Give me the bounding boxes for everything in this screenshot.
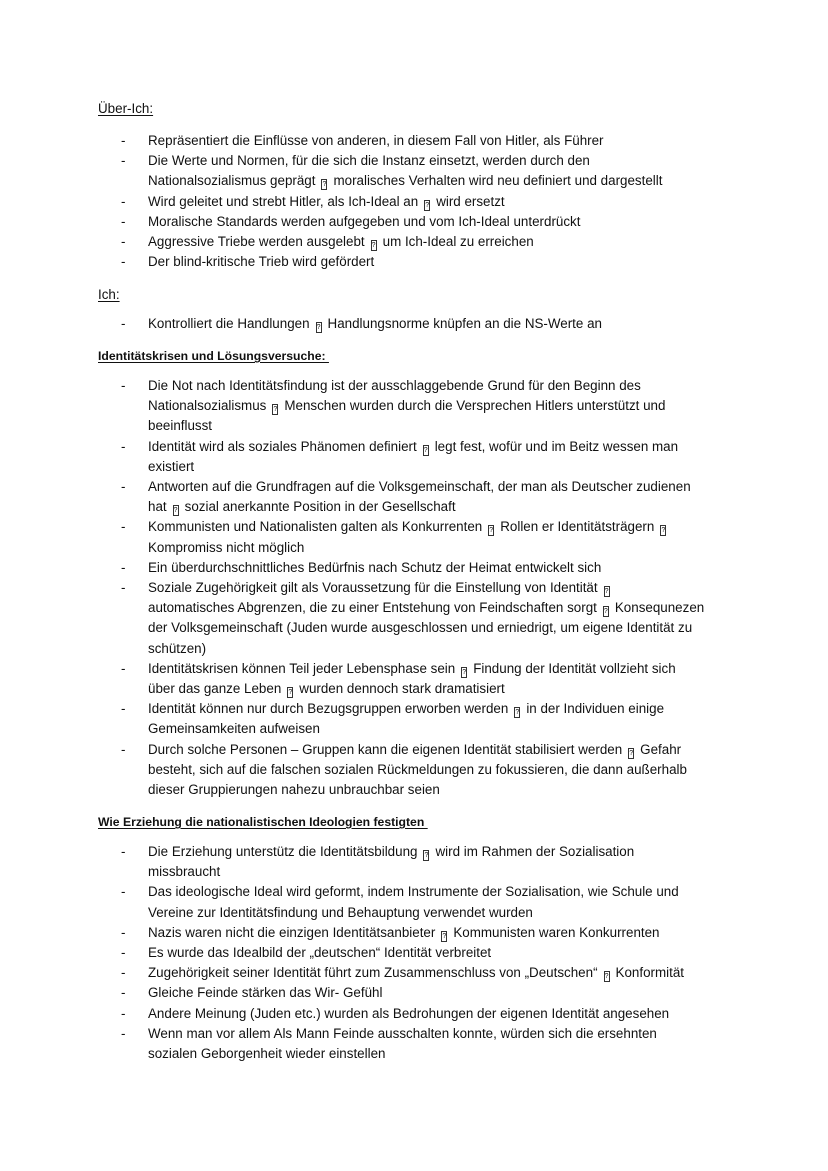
missing-glyph-icon: ? [173, 507, 178, 515]
list-ueber-ich [0, 131, 828, 272]
list-ich [0, 314, 828, 334]
list-item: - Die Werte und Normen, für die sich die Instanz einsetzt, werden durch den Nationalsozialismus geprägt ? moralisches Verhalten wird neu definiert und dargestellt [121, 153, 663, 189]
list-item: - Repräsentiert die Einflüsse von anderen, in diesem Fall von Hitler, als Führer [121, 133, 604, 148]
missing-glyph-icon: ? [316, 324, 321, 331]
list-item: - Andere Meinung (Juden etc.) wurden als Bedrohungen der eigenen Identität angesehen [121, 1005, 670, 1021]
list-item: - Es wurde das Idealbild der „deutschen“ Identität verbreitet [121, 945, 492, 961]
list-item: - Moralische Standards werden aufgegeben und vom Ich-Ideal unterdrückt [121, 213, 581, 229]
list-item: - Ein überdurchschnittliches Bedürfnis nach Schutz der Heimat entwickelt sich [121, 559, 602, 575]
list-item: - Wird geleitet und strebt Hitler, als Ich-Ideal an ? wird ersetzt [121, 193, 505, 209]
list-erziehung [0, 842, 828, 1064]
list-identitaetskrisen [0, 376, 828, 800]
list-item: - Identität können nur durch Bezugsgruppen erworben werden ? in der Individuen einige Gemeinsamkeiten aufweisen [121, 701, 665, 737]
missing-glyph-icon: ? [604, 588, 609, 596]
list-item: - Antworten auf die Grundfragen auf die Volksgemeinschaft, der man als Deutscher zudienen hat ? sozial anerkannte Position in der Gesellschaft [121, 479, 691, 515]
list-item: - Identitätskrisen können Teil jeder Lebensphase sein ? Findung der Identität vollzieht sich über das ganze Leben ? wurden dennoch stark dramatisiert [121, 660, 676, 697]
list-item: - Das ideologische Ideal wird geformt, indem Instrumente der Sozialisation, wie Schule und Vereine zur Identitätsfindung und Behauptung verwendet wurden [121, 884, 679, 920]
list-item: - Zugehörigkeit seiner Identität führt zum Zusammenschluss von „Deutschen“ ? Konformität [121, 965, 685, 981]
missing-glyph-icon: ? [288, 689, 293, 697]
missing-glyph-icon: ? [515, 709, 520, 717]
missing-glyph-icon: ? [489, 527, 494, 535]
missing-glyph-icon: ? [322, 181, 327, 189]
missing-glyph-icon: ? [425, 201, 430, 209]
missing-glyph-icon: ? [423, 446, 428, 454]
section-heading-ich: Ich: [98, 287, 120, 302]
list-item: - Identität wird als soziales Phänomen definiert ? legt fest, wofür und im Beitz wessen man existiert [121, 438, 679, 474]
list-item: - Gleiche Feinde stärken das Wir- Gefühl [121, 985, 383, 1001]
section-heading-identitaetskrisen: Identitätskrisen und Lösungsversuche: [98, 349, 329, 363]
missing-glyph-icon: ? [462, 668, 467, 676]
missing-glyph-icon: ? [661, 527, 666, 535]
missing-glyph-icon: ? [604, 973, 609, 981]
list-item: - Soziale Zugehörigkeit gilt als Voraussetzung für die Einstellung von Identität ? automatisches Abgrenzen, die zu einer Entstehung von Feindschaften sorgt ? Konsequnezen der Volksgemeinschaft (Juden wurde ausgeschlossen und erniedrigt, um eigene Identität zu schützen) [121, 580, 705, 656]
missing-glyph-icon: ? [424, 852, 429, 859]
list-item: - Die Erziehung unterstütz die Identitätsbildung ? wird im Rahmen der Sozialisation missbraucht [121, 844, 635, 880]
section-heading-erziehung: Wie Erziehung die nationalistischen Ideologien festigten [98, 815, 428, 829]
list-item: - Wenn man vor allem Als Mann Feinde ausschalten konnte, würden sich die ersehnten sozialen Geborgenheit wieder einstellen [121, 1025, 657, 1062]
missing-glyph-icon: ? [629, 749, 634, 757]
missing-glyph-icon: ? [371, 242, 376, 250]
list-item: - Der blind-kritische Trieb wird gefördert [121, 254, 375, 270]
section-heading-ueber-ich: Über-Ich: [98, 101, 154, 116]
list-item: - Nazis waren nicht die einzigen Identitätsanbieter ? Kommunisten waren Konkurrenten [121, 924, 660, 940]
list-item: - Kommunisten und Nationalisten galten als Konkurrenten ? Rollen er Identitätsträgern ? Kompromiss nicht möglich [121, 519, 666, 555]
list-item: - Durch solche Personen – Gruppen kann die eigenen Identität stabilisiert werden ? Gefahr besteht, sich auf die falschen sozialen Rückmeldungen zu fokussieren, die dann außerhalb dieser Gruppierungen nahezu unbrauchbar seien [121, 741, 687, 798]
list-item: - Kontrolliert die Handlungen ? Handlungsnorme knüpfen an die NS-Werte an [121, 316, 602, 331]
missing-glyph-icon: ? [273, 406, 278, 414]
list-item: - Aggressive Triebe werden ausgelebt ? um Ich-Ideal zu erreichen [121, 234, 534, 250]
missing-glyph-icon: ? [442, 932, 447, 940]
list-item: - Die Not nach Identitätsfindung ist der ausschlaggebende Grund für den Beginn des Nationalsozialismus ? Menschen wurden durch die Versprechen Hitlers unterstützt und beeinflusst [121, 378, 666, 434]
missing-glyph-icon: ? [603, 608, 608, 616]
